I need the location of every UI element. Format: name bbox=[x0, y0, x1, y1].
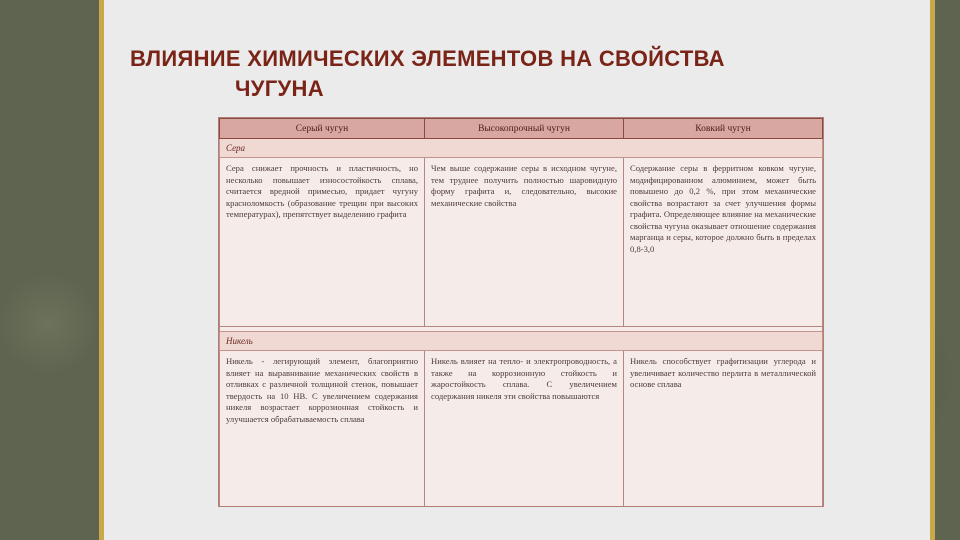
table-row bbox=[220, 351, 823, 508]
table-header-row bbox=[220, 119, 823, 139]
cell-nickel-malleable: Никель способствует графитизации углерода и увеличивает количество перлита в металлической основе сплава bbox=[624, 351, 823, 508]
section-sulfur: Сера bbox=[220, 139, 823, 158]
section-nickel: Никель bbox=[220, 332, 823, 351]
properties-table bbox=[218, 117, 824, 507]
table-row bbox=[220, 158, 823, 327]
title-line-1: ВЛИЯНИЕ ХИМИЧЕСКИХ ЭЛЕМЕНТОВ НА СВОЙСТВА bbox=[130, 46, 725, 71]
slide-title bbox=[130, 44, 920, 104]
header-malleable-iron: Ковкий чугун bbox=[624, 119, 823, 139]
cell-sulfur-malleable: Содержание серы в ферритном ковком чугуне, модифицированном алюминием, может быть повышено до 0,2 %, при этом механические свойства возрастают за счет улучшения формы графита. Определяющее влияние на механические свойства чугуна оказывает отношение содержания марганца и серы, которое должно быть в пределах 0,8-3,0 bbox=[624, 158, 823, 327]
cell-sulfur-high-strength: Чем выше содержание серы в исходном чугуне, тем труднее получить полностью шаровидную форму графита и, следовательно, высокие механические свойства bbox=[425, 158, 624, 327]
title-line-2: ЧУГУНА bbox=[235, 76, 324, 101]
cell-nickel-grey: Никель - легирующий элемент, благоприятно влияет на выравнивание механических свойств в отливках с различной толщиной стенок, повышает твердость на 10 НВ. С увеличением содержания никеля возрастает коррозионная стойкость и улучшается обрабатываемость сплава bbox=[220, 351, 425, 508]
cell-nickel-high-strength: Никель влияет на тепло- и электропроводность, а также на коррозионную стойкость и жаростойкость сплава. С увеличением содержания никеля эти свойства повышаются bbox=[425, 351, 624, 508]
slide bbox=[99, 0, 935, 540]
header-high-strength-iron: Высокопрочный чугун bbox=[425, 119, 624, 139]
header-grey-iron: Серый чугун bbox=[220, 119, 425, 139]
cell-sulfur-grey: Сера снижает прочность и пластичность, но несколько повышает износостойкость сплава, считается вредной примесью, придает чугуну красноломкость (образование трещин при высоких температурах), препятствует выделению графита bbox=[220, 158, 425, 327]
